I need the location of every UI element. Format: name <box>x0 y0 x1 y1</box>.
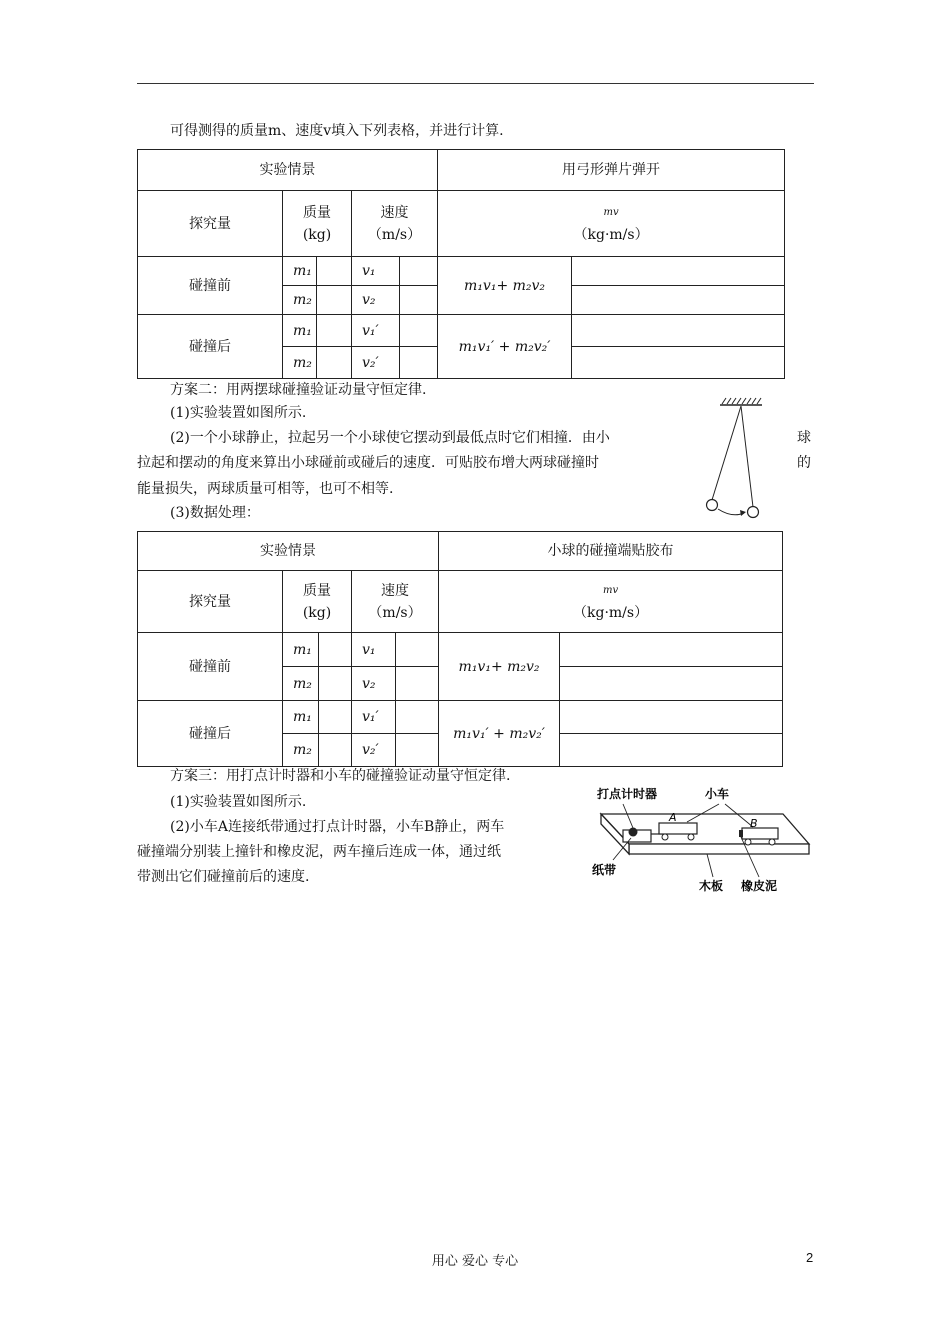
cart-b-wheel-2 <box>769 839 775 845</box>
t1-mass-header: 质量 (kg) <box>283 191 352 257</box>
plan3-item2-line2: 碰撞端分别装上撞针和橡皮泥，两车撞后连成一体，通过纸 <box>137 844 501 860</box>
intro-text: 可得测得的质量m、速度v填入下列表格，并进行计算. <box>170 123 504 139</box>
board-front <box>629 844 809 854</box>
plan2-title: 方案二：用两摆球碰撞验证动量守恒定律. <box>170 382 427 398</box>
t2-v2-after: v₂′ <box>352 734 396 767</box>
plan2-item2-line3: 能量损失，两球质量可相等，也可不相等. <box>137 481 394 497</box>
putty-blob <box>739 830 743 837</box>
t1-header-left: 实验情景 <box>138 150 438 191</box>
t2-m2-before-value <box>319 667 352 701</box>
t2-after-label: 碰撞后 <box>138 701 283 767</box>
t1-m2-before: m₂ <box>283 286 317 315</box>
t1-v2-after: v₂′ <box>352 347 400 379</box>
t1-m2-after: m₂ <box>283 347 317 379</box>
label-board: 木板 <box>699 879 724 893</box>
timer-knob <box>629 828 638 837</box>
t1-mv-header: mv （kg·m/s） <box>438 191 785 257</box>
label-cart: 小车 <box>705 787 730 801</box>
pendulum-swing-arrow <box>718 509 744 515</box>
t2-m2-after-value <box>319 734 352 767</box>
data-table-1 <box>137 149 785 379</box>
t2-v2-after-value <box>396 734 439 767</box>
plan3-item1: (1)实验装置如图所示. <box>170 794 307 810</box>
cart-a-wheel-1 <box>662 834 668 840</box>
plan3-item2-line3: 带测出它们碰撞前后的速度. <box>137 869 310 885</box>
t2-before-label: 碰撞前 <box>138 633 283 701</box>
cart-timer-figure <box>585 782 820 897</box>
t2-m2-before: m₂ <box>283 667 319 701</box>
t1-v2-after-value <box>400 347 438 379</box>
cart-a-body <box>659 823 697 834</box>
plan2-item2-line2-end: 的 <box>797 455 811 471</box>
t1-v2-before-value <box>400 286 438 315</box>
t2-sum-after-value-2 <box>560 734 783 767</box>
plan2-item2-line2: 拉起和摆动的角度来算出小球碰前或碰后的速度．可贴胶布增大两球碰撞时 <box>137 455 599 471</box>
t1-m1-before-value <box>317 257 352 286</box>
pendulum-ball-2 <box>748 507 759 518</box>
t1-v1-after: v₁′ <box>352 315 400 347</box>
t1-sum-before-value-2 <box>572 286 785 315</box>
cart-a-wheel-2 <box>688 834 694 840</box>
t1-m2-before-value <box>317 286 352 315</box>
t2-mv-header: mv （kg·m/s） <box>439 571 783 633</box>
t2-m1-before: m₁ <box>283 633 319 667</box>
t1-velocity-header: 速度 （m/s） <box>352 191 438 257</box>
label-a: A <box>669 811 677 824</box>
label-b: B <box>750 817 758 830</box>
t2-v1-before: v₁ <box>352 633 396 667</box>
pendulum-figure <box>700 396 780 522</box>
pendulum-ceiling-hatch <box>722 398 761 404</box>
data-table-2 <box>137 531 783 767</box>
t1-v1-before: v₁ <box>352 257 400 286</box>
t1-sum-after-value-1 <box>572 315 785 347</box>
pendulum-ball-1 <box>707 500 718 511</box>
pendulum-string-1 <box>712 406 741 500</box>
t2-v2-before: v₂ <box>352 667 396 701</box>
plan2-item2-line1-end: 球 <box>797 430 811 446</box>
t1-before-label: 碰撞前 <box>138 257 283 315</box>
t1-sum-after-value-2 <box>572 347 785 379</box>
label-timer: 打点计时器 <box>597 787 658 801</box>
t1-m2-after-value <box>317 347 352 379</box>
t1-m1-before: m₁ <box>283 257 317 286</box>
t1-after-label: 碰撞后 <box>138 315 283 379</box>
t1-sum-after: m₁v₁′ + m₂v₂′ <box>438 315 572 379</box>
t2-sum-before-value-1 <box>560 633 783 667</box>
t2-m2-after: m₂ <box>283 734 319 767</box>
pendulum-string-2 <box>741 406 753 507</box>
t1-v1-before-value <box>400 257 438 286</box>
t1-m1-after: m₁ <box>283 315 317 347</box>
t1-m1-after-value <box>317 315 352 347</box>
label-tape: 纸带 <box>592 863 617 877</box>
t1-header-right: 用弓形弹片弹开 <box>438 150 785 191</box>
t2-quantity-label: 探究量 <box>138 571 283 633</box>
page-number: 2 <box>806 1250 814 1265</box>
t1-sum-before: m₁v₁+ m₂v₂ <box>438 257 572 315</box>
plan3-title: 方案三：用打点计时器和小车的碰撞验证动量守恒定律. <box>170 768 511 784</box>
t2-v1-after: v₁′ <box>352 701 396 734</box>
t1-sum-before-value-1 <box>572 257 785 286</box>
cart-b-wheel-1 <box>745 839 751 845</box>
plan2-item2-line1: (2)一个小球静止，拉起另一个小球使它摆动到最低点时它们相撞．由小 <box>170 430 610 446</box>
t2-m1-after-value <box>319 701 352 734</box>
label-putty: 橡皮泥 <box>741 879 778 893</box>
t1-quantity-label: 探究量 <box>138 191 283 257</box>
cart-b-body <box>742 828 778 839</box>
t1-v1-after-value <box>400 315 438 347</box>
t2-m1-before-value <box>319 633 352 667</box>
pendulum-arrow-head <box>740 510 746 516</box>
t2-sum-before-value-2 <box>560 667 783 701</box>
t2-sum-after-value-1 <box>560 701 783 734</box>
plan2-item1: (1)实验装置如图所示. <box>170 405 307 421</box>
plan3-item2-line1: (2)小车A连接纸带通过打点计时器，小车B静止，两车 <box>170 819 505 835</box>
t2-velocity-header: 速度 （m/s） <box>352 571 439 633</box>
t2-v1-before-value <box>396 633 439 667</box>
board-leader <box>707 854 713 877</box>
t2-header-right: 小球的碰撞端贴胶布 <box>439 532 783 571</box>
t2-sum-before: m₁v₁+ m₂v₂ <box>439 633 560 701</box>
t2-mass-header: 质量 (kg) <box>283 571 352 633</box>
header-rule <box>137 83 814 84</box>
t2-v1-after-value <box>396 701 439 734</box>
t2-sum-after: m₁v₁′ + m₂v₂′ <box>439 701 560 767</box>
t2-header-left: 实验情景 <box>138 532 439 571</box>
t2-v2-before-value <box>396 667 439 701</box>
t1-v2-before: v₂ <box>352 286 400 315</box>
t2-m1-after: m₁ <box>283 701 319 734</box>
plan2-item3: (3)数据处理： <box>170 505 260 521</box>
page-footer: 用心 爱心 专心 <box>431 1254 519 1269</box>
